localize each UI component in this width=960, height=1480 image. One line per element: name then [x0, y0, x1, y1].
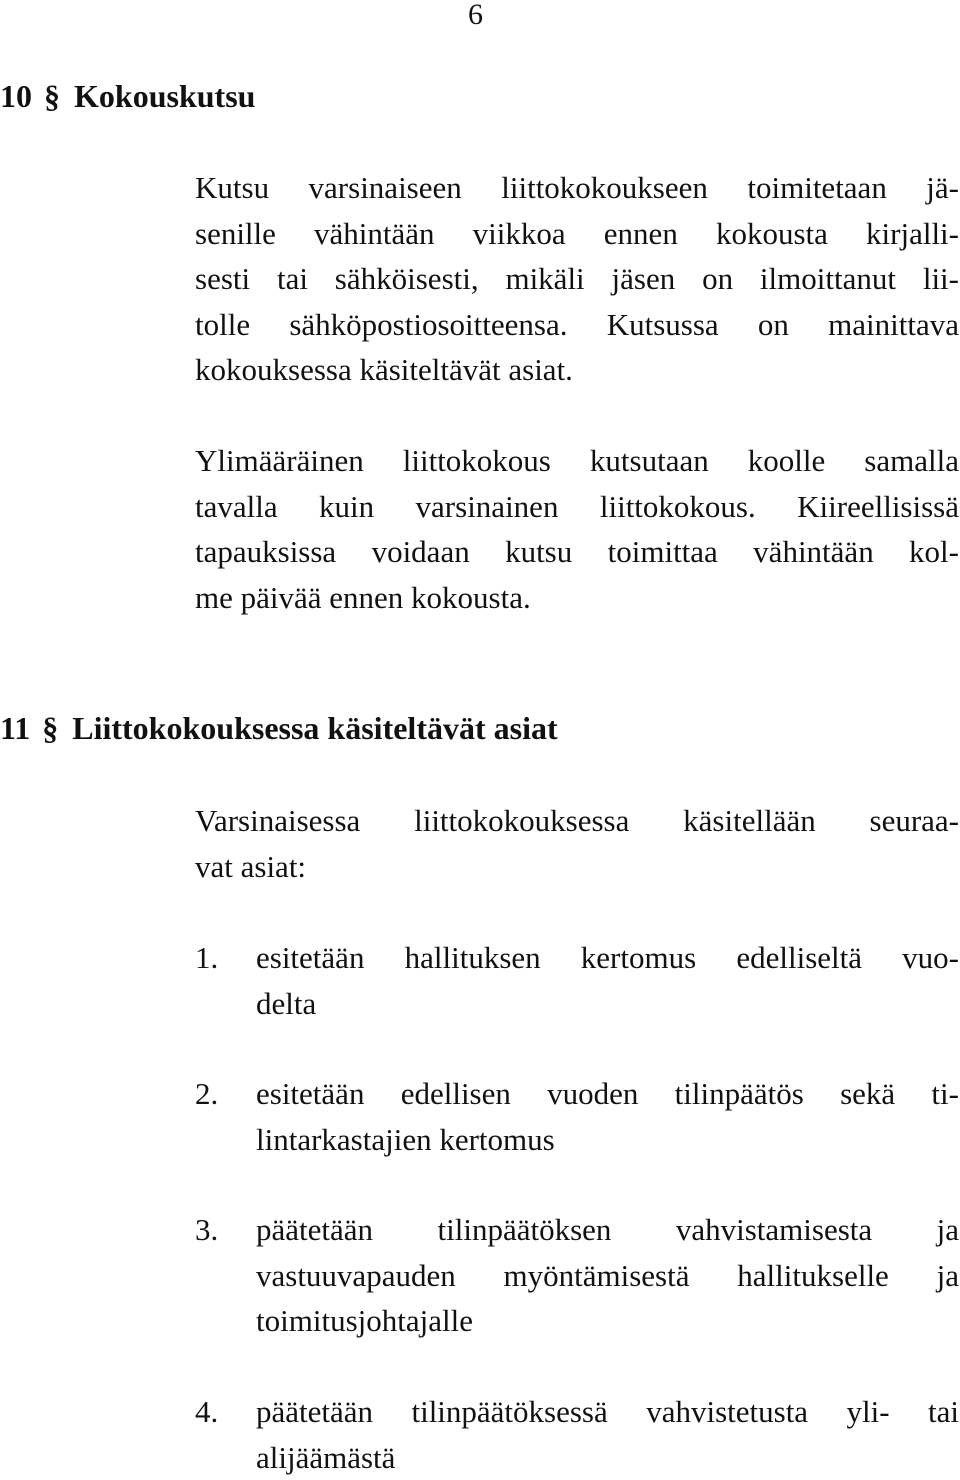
text-line: toimitusjohtajalle — [256, 1298, 959, 1344]
text-line: vastuuvapauden myöntämisestä hallitukselle ja — [256, 1253, 959, 1299]
text-line: kokouksessa käsiteltävät asiat. — [195, 347, 959, 393]
text-line: delta — [256, 981, 959, 1027]
section-10-paragraph-2 — [195, 438, 959, 620]
text-line: me päivää ennen kokousta. — [195, 575, 959, 621]
text-line: senille vähintään viikkoa ennen kokousta kirjalli- — [195, 211, 959, 257]
text-line: tavalla kuin varsinainen liittokokous. Kiireellisissä — [195, 484, 959, 530]
list-item-text — [256, 1389, 959, 1480]
list-item-text — [256, 1207, 959, 1344]
text-line: tapauksissa voidaan kutsu toimittaa vähintään kol- — [195, 529, 959, 575]
text-line: Varsinaisessa liittokokouksessa käsitellään seuraa- — [195, 798, 959, 844]
list-item-number: 4. — [195, 1389, 218, 1435]
text-line: päätetään tilinpäätöksessä vahvistetusta yli- tai — [256, 1389, 959, 1435]
text-line: Ylimääräinen liittokokous kutsutaan koolle samalla — [195, 438, 959, 484]
text-line: lintarkastajien kertomus — [256, 1117, 959, 1163]
section-title: Liittokokouksessa käsiteltävät asiat — [72, 710, 557, 746]
section-10-heading — [0, 76, 255, 116]
text-line: esitetään edellisen vuoden tilinpäätös sekä ti- — [256, 1071, 959, 1117]
section-title: Kokouskutsu — [74, 78, 255, 114]
list-item-number: 2. — [195, 1071, 218, 1117]
text-line: Kutsu varsinaiseen liittokokoukseen toimitetaan jä- — [195, 165, 959, 211]
text-line: päätetään tilinpäätöksen vahvistamisesta ja — [256, 1207, 959, 1253]
list-item-text — [256, 1071, 959, 1162]
section-number: 10 — [0, 78, 32, 114]
list-item-number: 1. — [195, 935, 218, 981]
section-symbol: § — [42, 710, 58, 746]
section-11-intro — [195, 798, 959, 889]
text-line: esitetään hallituksen kertomus edelliseltä vuo- — [256, 935, 959, 981]
section-10-paragraph-1 — [195, 165, 959, 393]
text-line: alijäämästä — [256, 1435, 959, 1480]
text-line: vat asiat: — [195, 844, 959, 890]
page-number: 6 — [468, 0, 483, 30]
section-number: 11 — [0, 710, 30, 746]
list-item-number: 3. — [195, 1207, 218, 1253]
text-line: sesti tai sähköisesti, mikäli jäsen on ilmoittanut lii- — [195, 256, 959, 302]
section-symbol: § — [44, 78, 60, 114]
section-11-heading — [0, 708, 558, 748]
text-line: tolle sähköpostiosoitteensa. Kutsussa on mainittava — [195, 302, 959, 348]
list-item-text — [256, 935, 959, 1026]
